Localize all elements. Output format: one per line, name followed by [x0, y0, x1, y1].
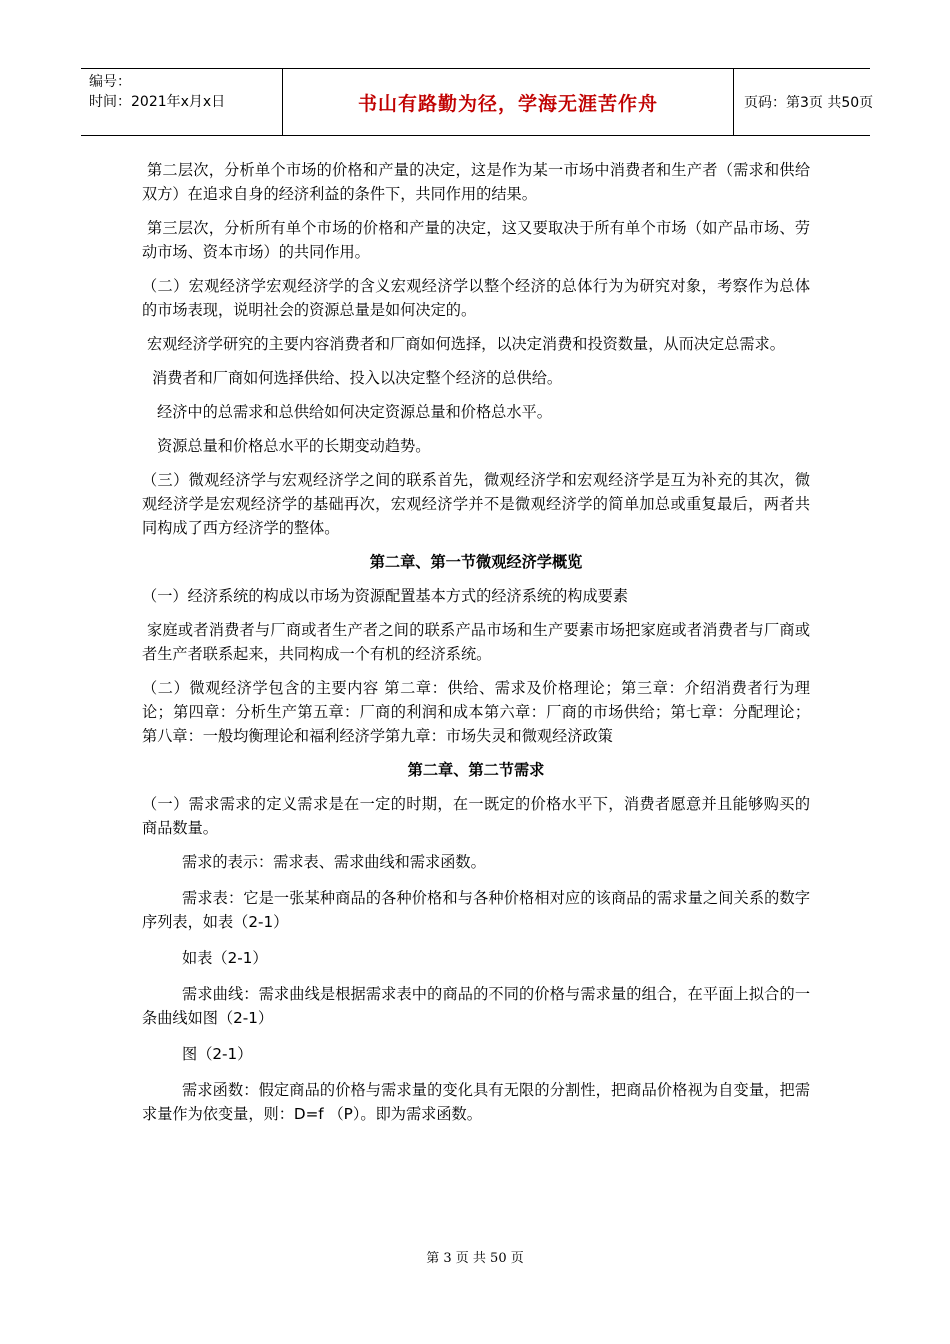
document-time-label: 时间：2021年x月x日	[89, 94, 226, 110]
document-number-label: 编号：	[89, 74, 131, 90]
header-motto-cell	[282, 69, 734, 135]
document-body	[142, 158, 810, 1138]
paragraph-micro-contents: （二）微观经济学包含的主要内容 第二章：供给、需求及价格理论；第三章：介绍消费者行为理论；第四章：分析生产第五章：厂商的利润和成本第六章：厂商的市场供给；第七章：分配理论；第八章：一般均衡理论和福利经济学第九章：市场失灵和微观经济政策	[142, 679, 810, 745]
paragraph-total-demand: 经济中的总需求和总供给如何决定资源总量和价格总水平。	[157, 403, 552, 421]
header-motto: 书山有路勤为径，学海无涯苦作舟	[357, 92, 658, 115]
paragraph-table-ref: 如表（2-1）	[182, 949, 268, 967]
paragraph-household-firm: 家庭或者消费者与厂商或者生产者之间的联系产品市场和生产要素市场把家庭或者消费者与厂商或者生产者联系起来，共同构成一个有机的经济系统。	[142, 621, 810, 663]
paragraph-figure-ref: 图（2-1）	[182, 1045, 253, 1063]
paragraph-demand-curve: 需求曲线：需求曲线是根据需求表中的商品的不同的价格与需求量的组合，在平面上拟合的一条曲线如图（2-1）	[142, 985, 810, 1027]
paragraph-third-level: 第三层次，分析所有单个市场的价格和产量的决定，这又要取决于所有单个市场（如产品市场、劳动市场、资本市场）的共同作用。	[142, 219, 810, 261]
header-page-cell	[734, 69, 874, 135]
paragraph-demand-representation: 需求的表示：需求表、需求曲线和需求函数。	[182, 853, 486, 871]
paragraph-economic-system: （一）经济系统的构成以市场为资源配置基本方式的经济系统的构成要素	[142, 587, 628, 605]
section-heading-micro-overview: 第二章、第一节微观经济学概览	[369, 553, 583, 571]
paragraph-demand-schedule: 需求表：它是一张某种商品的各种价格和与各种价格相对应的该商品的需求量之间关系的数字序列表，如表（2-1）	[142, 889, 810, 931]
paragraph-total-supply: 消费者和厂商如何选择供给、投入以决定整个经济的总供给。	[152, 369, 563, 387]
header-left-cell	[81, 69, 282, 135]
paragraph-long-term-trend: 资源总量和价格总水平的长期变动趋势。	[157, 437, 431, 455]
paragraph-macro-definition: （二）宏观经济学宏观经济学的含义宏观经济学以整个经济的总体行为为研究对象，考察作为总体的市场表现，说明社会的资源总量是如何决定的。	[142, 277, 810, 319]
paragraph-second-level: 第二层次，分析单个市场的价格和产量的决定，这是作为某一市场中消费者和生产者（需求和供给双方）在追求自身的经济利益的条件下，共同作用的结果。	[142, 161, 810, 203]
section-heading-demand: 第二章、第二节需求	[407, 761, 545, 779]
header-page-code: 页码：第3页 共50页	[744, 95, 874, 111]
paragraph-macro-content: 宏观经济学研究的主要内容消费者和厂商如何选择，以决定消费和投资数量，从而决定总需求。	[147, 335, 785, 353]
page-header	[81, 68, 874, 136]
page-footer: 第 3 页 共 50 页	[426, 1251, 524, 1266]
paragraph-demand-definition: （一）需求需求的定义需求是在一定的时期，在一既定的价格水平下，消费者愿意并且能够购买的商品数量。	[142, 795, 810, 837]
paragraph-demand-function: 需求函数：假定商品的价格与需求量的变化具有无限的分割性，把商品价格视为自变量，把需求量作为依变量，则：D=f （P）。即为需求函数。	[142, 1081, 810, 1123]
paragraph-micro-macro-relation: （三）微观经济学与宏观经济学之间的联系首先，微观经济学和宏观经济学是互为补充的其次，微观经济学是宏观经济学的基础再次，宏观经济学并不是微观经济学的简单加总或重复最后，两者共同构成了西方经济学的整体。	[142, 471, 810, 537]
